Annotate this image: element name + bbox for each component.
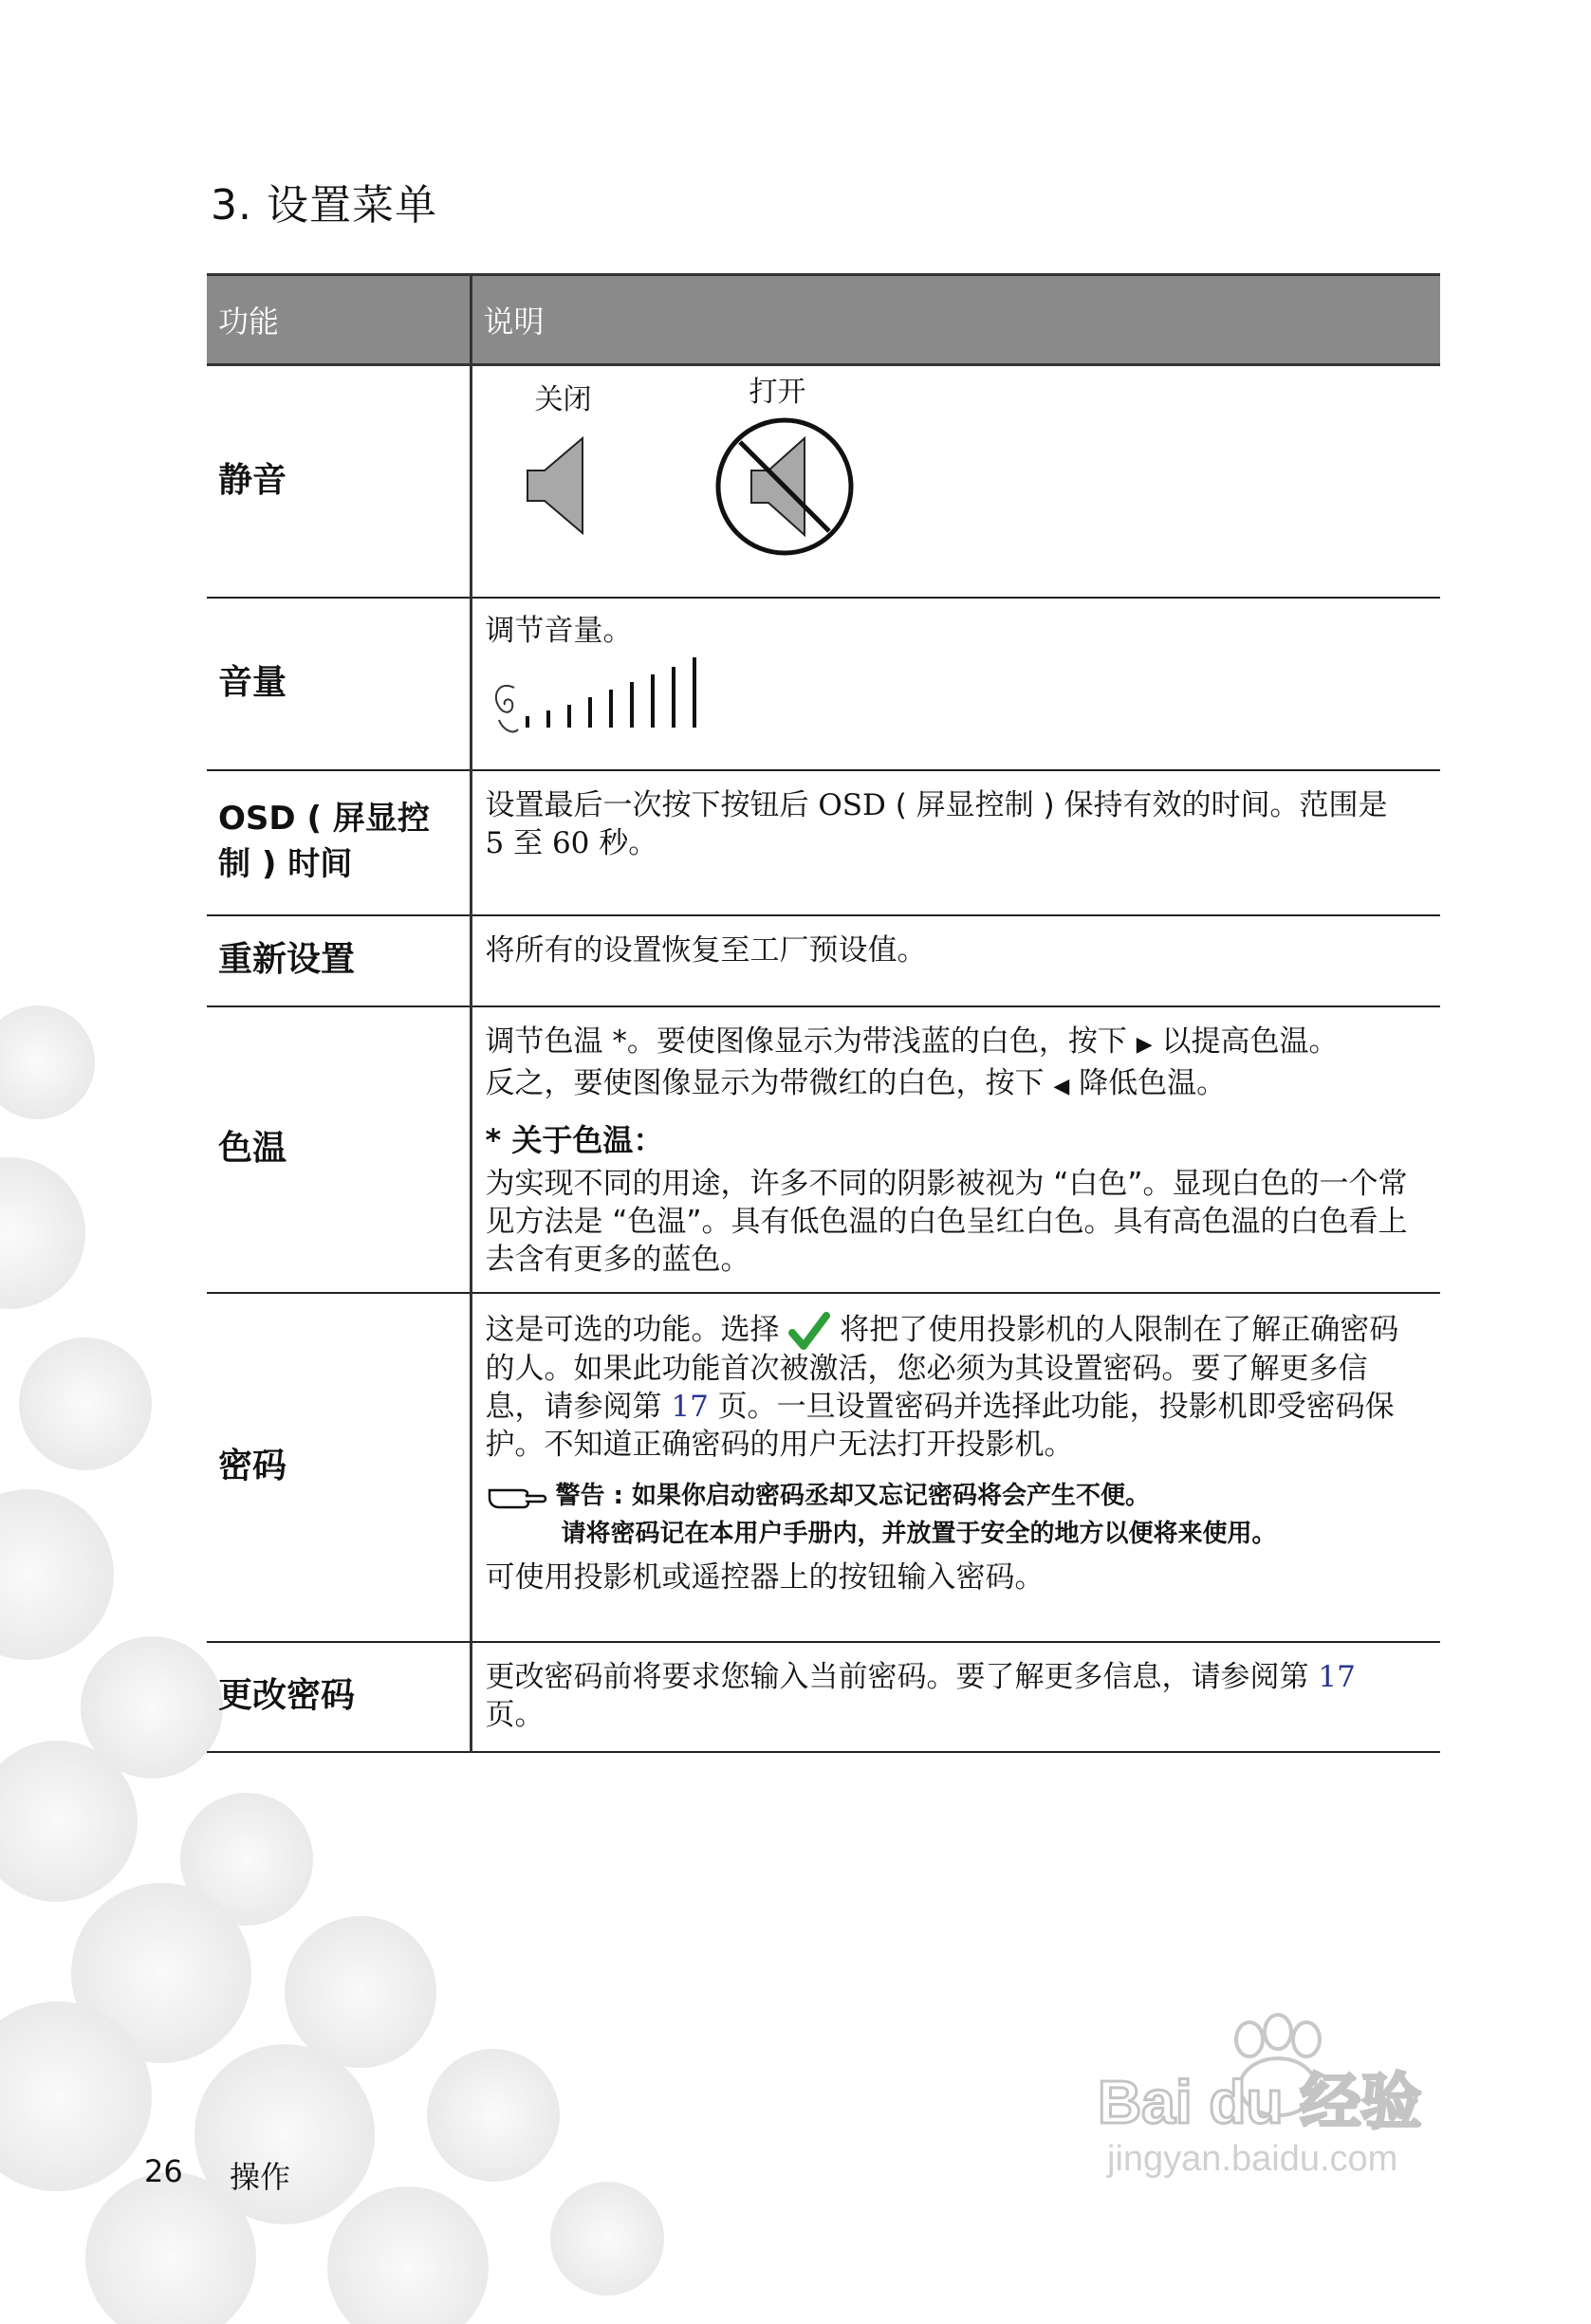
arrow-right-icon: ▶: [1136, 1032, 1153, 1057]
pointing-hand-icon: [486, 1483, 548, 1511]
header-description: 说明: [471, 275, 1440, 365]
desc-reset: 将所有的设置恢复至工厂预设值。: [471, 915, 1440, 1006]
settings-menu-table: [207, 273, 1440, 1753]
mute-off-label: 关闭: [534, 383, 592, 416]
desc-mute: [471, 365, 1440, 598]
table-row-color-temp: [207, 1006, 1440, 1293]
table-row-volume: [207, 598, 1440, 770]
desc-volume: [471, 598, 1440, 770]
speaker-muted-icon: [713, 415, 856, 558]
watermark-url: jingyan.baidu.com: [1107, 2139, 1398, 2179]
change-password-text: 更改密码前将要求您输入当前密码。要了解更多信息，请参阅第 17 页。: [485, 1659, 1356, 1732]
func-volume: 音量: [207, 598, 471, 770]
func-change-password: 更改密码: [207, 1642, 471, 1752]
password-text: 这是可选的功能。选择 将把了使用投影机的人限制在了解正确密码的人。如果此功能首次被激活，您必须为其设置密码。要了解更多信息，请参阅第 17 页。一旦设置密码并选择此功能，投影机即受密码保护。不知道正确密码的用户无法打开投影机。: [485, 1312, 1399, 1462]
osd-text: 设置最后一次按下按钮后 OSD ( 屏显控制 ) 保持有效的时间。范围是 5 至 60 秒。: [485, 787, 1388, 860]
table-row-mute: [207, 365, 1440, 598]
password-warning: 警告 : 如果你启动密码丞却又忘记密码将会产生不便。 请将密码记在本用户手册内，并放置于安全的地方以便将来使用。: [486, 1477, 1415, 1553]
desc-color-temp: [471, 1006, 1440, 1293]
checkmark-icon: [788, 1312, 830, 1350]
table-row-osd-time: [207, 770, 1440, 915]
about-color-temp-title: * 关于色温：: [485, 1121, 664, 1158]
table-row-reset: [207, 915, 1440, 1006]
volume-text: 调节音量。: [485, 613, 633, 648]
header-function: 功能: [207, 275, 471, 365]
table-row-password: [207, 1293, 1440, 1642]
volume-bar-icon: [486, 654, 704, 745]
section-title: 3. 设置菜单: [211, 181, 437, 230]
table-row-change-password: [207, 1642, 1440, 1752]
mute-on-label: 打开: [749, 376, 806, 409]
watermark-brand: Bai du 经验: [1098, 2068, 1422, 2136]
desc-password: [471, 1293, 1440, 1642]
about-color-temp-text: 为实现不同的用途，许多不同的阴影被视为 “白色”。显现白色的一个常见方法是 “色温”。具有低色温的白色呈红白色。具有高色温的白色看上去含有更多的蓝色。: [485, 1166, 1408, 1277]
page-number: 26: [144, 2153, 183, 2189]
speaker-icon: [526, 436, 588, 535]
color-temp-line2: 反之，要使图像显示为带微红的白色，按下 ◀ 降低色温。: [485, 1065, 1227, 1100]
func-mute: 静音: [207, 365, 471, 598]
func-password: 密码: [207, 1293, 471, 1642]
arrow-left-icon: ◀: [1053, 1074, 1070, 1098]
baidu-jingyan-watermark: [1088, 2011, 1487, 2182]
func-osd-time: OSD ( 屏显控制 ) 时间: [207, 770, 471, 915]
password-input-text: 可使用投影机或遥控器上的按钮输入密码。: [485, 1560, 1045, 1595]
desc-osd-time: [471, 770, 1440, 915]
func-reset: 重新设置: [207, 915, 471, 1006]
func-color-temp: 色温: [207, 1006, 471, 1293]
table-header-row: [207, 275, 1440, 365]
footer-label: 操作: [230, 2159, 291, 2195]
color-temp-line1: 调节色温 *。要使图像显示为带浅蓝的白色，按下 ▶ 以提高色温。: [485, 1024, 1339, 1059]
desc-change-password: [471, 1642, 1440, 1752]
